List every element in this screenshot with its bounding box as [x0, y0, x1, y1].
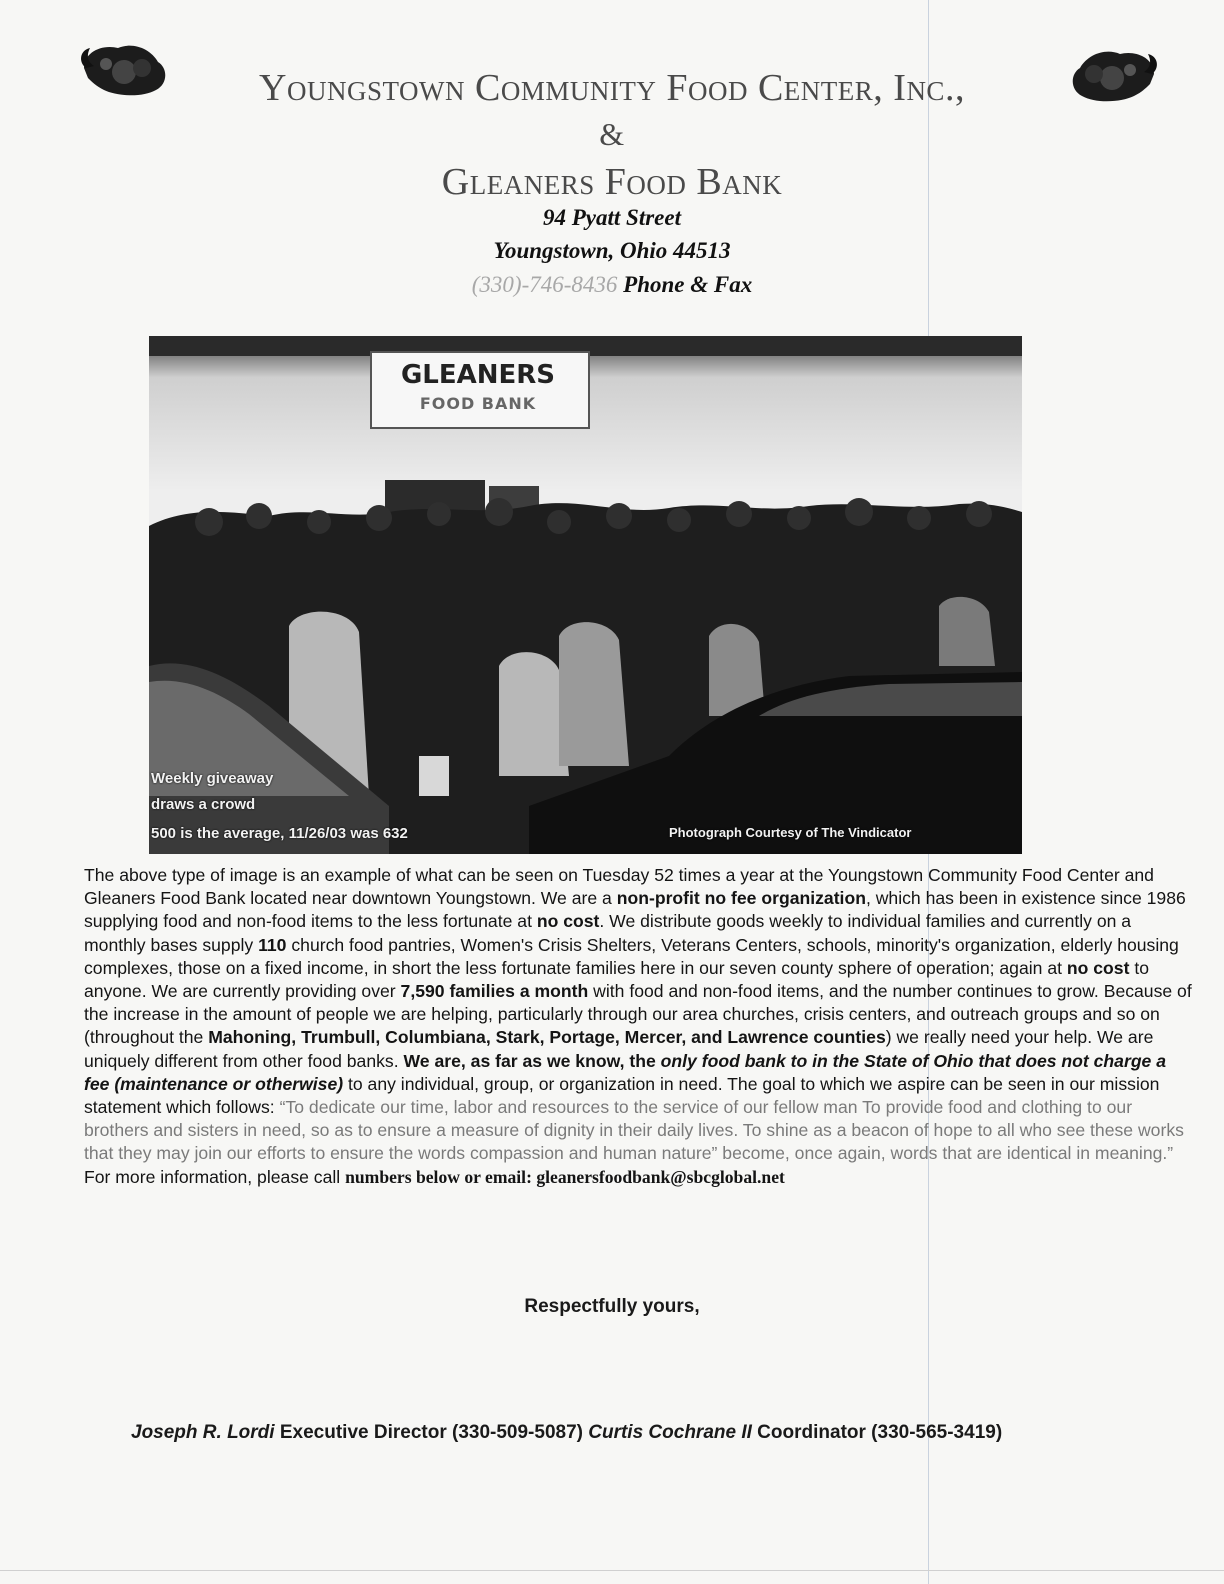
city-state-zip: Youngstown, Ohio 44513	[493, 238, 731, 263]
signatory-name-2: Curtis Cochrane II	[588, 1422, 752, 1443]
body-bold: no cost	[1066, 957, 1130, 978]
signatory-title-2: Coordinator (330-565-3419)	[751, 1422, 1003, 1443]
photo-credit: Photograph Courtesy of The Vindicator	[669, 825, 912, 840]
signature-line	[131, 1422, 1002, 1444]
body-text: The above type of image is an example of what can be seen on Tuesday 52 times a year at the Youngstown Community Food Center and Gleaners Food Bank located near downtown Youngstown. We are a	[84, 865, 1154, 909]
sign-text-line-1: GLEANERS	[400, 360, 556, 390]
body-text: . We distribute goods weekly to individual families and currently on a monthly bases supply	[84, 911, 1132, 955]
signatory-name-1: Joseph R. Lordi	[131, 1422, 275, 1443]
sign-text-line-2: FOOD BANK	[419, 394, 537, 413]
organization-name-2: Gleaners Food Bank	[441, 161, 783, 203]
body-text: to anyone. We are currently providing over	[84, 957, 1150, 1002]
contact-email-line: numbers below or email: gleanersfoodbank@sbcglobal.net	[345, 1166, 785, 1187]
photo-caption-line-2: draws a crowd	[151, 796, 256, 813]
crowd-photograph	[149, 336, 1022, 854]
body-bold: Mahoning, Trumbull, Columbiana, Stark, Portage, Mercer, and Lawrence counties	[208, 1027, 886, 1048]
body-text: with food and non-food items, and the number continues to grow. Because of the increase in the amount of people we are helping, particularly through our area churches, crisis centers, and outreach groups and so on (throughout the	[84, 981, 1192, 1048]
body-text: church food pantries, Women's Crisis Shelters, Veterans Centers, schools, minority's organization, elderly housing complexes, those on a fixed income, in short the less fortunate families here in our seven county sphere of operation; again at	[84, 934, 1179, 978]
body-text: ) we really need your help. We are uniquely different from other food banks.	[84, 1027, 1154, 1071]
body-bold: 110	[258, 934, 287, 955]
body-text: For more information, please call	[84, 1166, 346, 1187]
page-edge-line	[0, 1570, 1224, 1571]
body-text: , which has been in existence since 1986 supplying food and non-food items to the less fortunate at	[84, 888, 1186, 932]
body-paragraph	[84, 864, 1194, 1189]
body-bold: 7,590 families a month	[400, 981, 589, 1002]
body-bold: non-profit no fee organization	[616, 888, 866, 909]
closing-salutation: Respectfully yours,	[524, 1296, 700, 1317]
body-text: to any individual, group, or organization in need. The goal to which we aspire can be seen in our mission statement which follows:	[84, 1073, 1160, 1118]
ampersand: &	[599, 116, 625, 152]
phone-number: (330)-746-8436	[471, 272, 618, 297]
photo-caption-line-1: Weekly giveaway	[151, 770, 274, 787]
mission-statement: “To dedicate our time, labor and resources to the service of our fellow man To provide food and clothing to our brothers and sisters in need, so as to ensure a measure of dignity in their daily lives. To shine as a beacon of hope to all who see these works that they may join our efforts to ensure the words compassion and human nature” become, once again, words that are identical in meaning.”	[84, 1097, 1184, 1164]
body-bold-italic: only food bank to in the State of Ohio that does not charge a fee (maintenance or otherwise)	[84, 1050, 1167, 1094]
street-address: 94 Pyatt Street	[543, 205, 681, 230]
phone-line	[0, 272, 1224, 298]
signatory-title-1: Executive Director (330-509-5087)	[274, 1422, 589, 1443]
phone-label: Phone & Fax	[623, 272, 753, 297]
organization-name-1: Youngstown Community Food Center, Inc.,	[259, 67, 965, 109]
body-bold: no cost	[536, 911, 600, 932]
body-bold: We are, as far as we know, the	[403, 1050, 661, 1071]
photo-caption-line-3: 500 is the average, 11/26/03 was 632	[151, 825, 408, 842]
